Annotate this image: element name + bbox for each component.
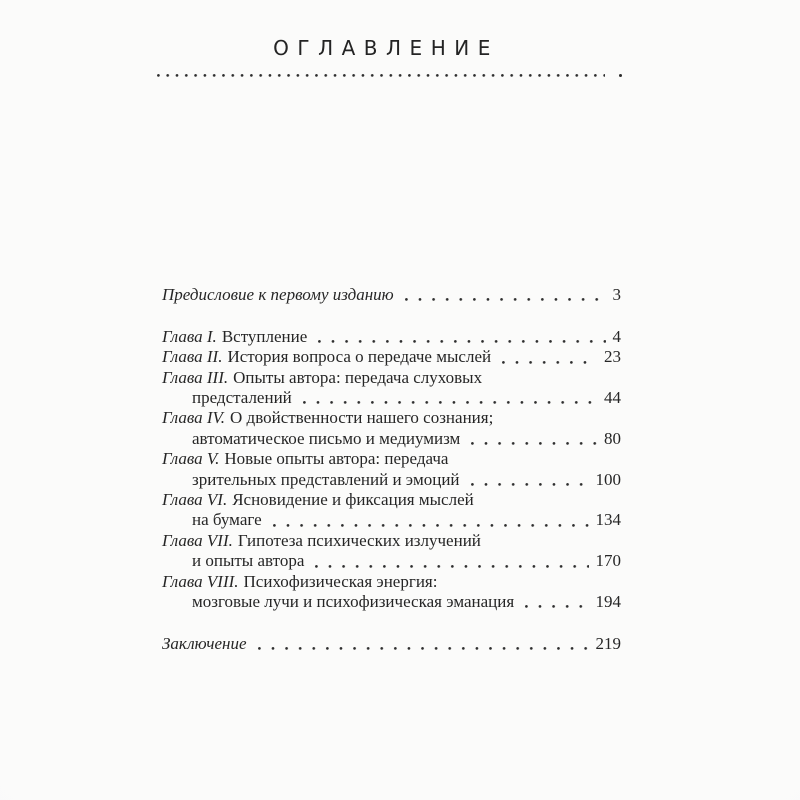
page-number: 4 [612, 326, 621, 346]
entry-label: Заключение [162, 633, 247, 653]
entry-label-wrap: и опыты автора [192, 551, 305, 571]
dotted-rule [157, 74, 622, 77]
page-number: 134 [595, 510, 621, 530]
page-number: 100 [595, 469, 621, 489]
toc-entry-chapter-7 [162, 531, 621, 551]
page-number: 219 [595, 633, 621, 653]
chapter-number: Глава II. [162, 347, 223, 367]
chapter-number: Глава IV. [162, 408, 226, 428]
toc-entry-chapter-5 [162, 449, 621, 469]
entry-label: История вопроса о передаче мыслей [227, 347, 492, 367]
toc-entry-chapter-1 [162, 327, 621, 347]
toc-entry-chapter-2 [162, 347, 621, 367]
dotted-rule-end-dot [619, 74, 622, 77]
page-number: 170 [595, 551, 621, 571]
toc-entry-conclusion [162, 634, 621, 654]
page-number: 3 [612, 285, 621, 304]
page-number: 23 [604, 347, 621, 367]
chapter-number: Глава VII. [162, 530, 233, 550]
chapter-number: Глава VIII. [162, 571, 239, 591]
dot-leader [502, 361, 597, 364]
dotted-rule-line [157, 74, 605, 77]
dot-leader [471, 483, 589, 486]
entry-label: Предисловие к первому изданию [162, 285, 394, 304]
spacer [162, 305, 621, 327]
entry-label: Психофизическая энергия: [243, 571, 438, 591]
chapter-number: Глава III. [162, 367, 229, 387]
entry-label: Новые опыты автора: передача [224, 449, 449, 469]
toc-entry-chapter-6 [162, 490, 621, 510]
toc-entry-chapter-8-wrap [162, 592, 621, 612]
dot-leader [258, 647, 589, 650]
entry-label-wrap: на бумаге [192, 510, 262, 530]
toc-entry-chapter-4 [162, 408, 621, 428]
entry-label: Опыты автора: передача слуховых [233, 367, 483, 387]
chapter-number: Глава VI. [162, 490, 228, 510]
table-of-contents [162, 285, 621, 654]
spacer [162, 612, 621, 634]
entry-label: Вступление [221, 326, 308, 346]
page-number: 44 [604, 388, 621, 408]
dot-leader [303, 401, 597, 404]
entry-label-wrap: предсталений [192, 388, 292, 408]
page-number: 194 [595, 591, 621, 611]
chapter-number: Глава V. [162, 449, 220, 469]
dot-leader [318, 340, 605, 343]
entry-label-wrap: мозговые лучи и психофизическая эманация [192, 591, 515, 611]
dot-leader [405, 298, 606, 301]
entry-label-wrap: автоматическое письмо и медиумизм [192, 428, 461, 448]
page-title: ОГЛАВЛЕНИЕ [273, 36, 499, 60]
dot-leader [525, 605, 588, 608]
toc-entry-preface [162, 285, 621, 305]
dot-leader [315, 565, 588, 568]
dot-leader [273, 524, 589, 527]
toc-entry-chapter-4-wrap [162, 429, 621, 449]
entry-label: Гипотеза психических излучений [237, 530, 481, 550]
toc-entry-chapter-5-wrap [162, 470, 621, 490]
toc-entry-chapter-3 [162, 368, 621, 388]
dot-leader [471, 442, 597, 445]
toc-entry-chapter-8 [162, 572, 621, 592]
toc-entry-chapter-3-wrap [162, 388, 621, 408]
toc-entry-chapter-6-wrap [162, 510, 621, 530]
entry-label-wrap: зрительных представлений и эмоций [192, 469, 460, 489]
page-number: 80 [604, 428, 621, 448]
toc-entry-chapter-7-wrap [162, 551, 621, 571]
entry-label: О двойственности нашего сознания; [230, 408, 494, 428]
entry-label: Ясновидение и фиксация мыслей [232, 490, 474, 510]
chapter-number: Глава I. [162, 326, 217, 346]
